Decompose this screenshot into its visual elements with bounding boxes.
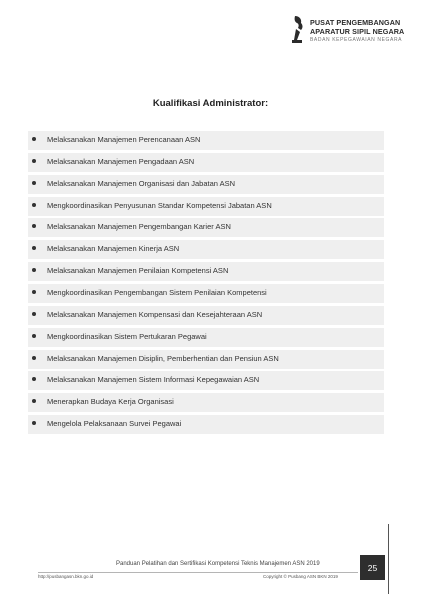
bullet-icon [32,203,36,207]
bullet-icon [32,421,36,425]
list-item [28,262,384,281]
list-item-text: Melaksanakan Manajemen Pengadaan ASN [47,156,195,166]
list-item-text: Melaksanakan Manajemen Disiplin, Pemberhentian dan Pensiun ASN [47,353,279,363]
list-item [28,328,384,347]
bullet-icon [32,399,36,403]
list-item [28,393,384,412]
list-item-text: Melaksanakan Manajemen Kompensasi dan Kesejahteraan ASN [47,309,263,319]
page-number: 25 [360,555,385,580]
bullet-icon [32,312,36,316]
footer-url-link[interactable]: http://pusbangasn.bkn.go.id [38,574,94,579]
bullet-icon [32,290,36,294]
header-logo [290,12,412,52]
list-item-text: Mengkoordinasikan Pengembangan Sistem Penilaian Kompetensi [47,288,267,298]
list-item-text: Melaksanakan Manajemen Sistem Informasi Kepegawaian ASN [47,375,260,385]
list-item [28,350,384,369]
logo-line-2: APARATUR SIPIL NEGARA [310,27,405,36]
list-item-text: Menerapkan Budaya Kerja Organisasi [47,397,174,407]
emblem-icon [290,14,306,44]
bullet-icon [32,356,36,360]
page-title: Kualifikasi Administrator: [152,98,269,109]
list-item-text: Mengelola Pelaksanaan Survei Pegawai [47,419,182,429]
footer-copyright: Copyright © Pusbang ASN BKN 2019 [263,574,338,579]
footer-rule [38,572,358,573]
list-item-text: Mengkoordinasikan Penyusunan Standar Kompetensi Jabatan ASN [47,200,272,210]
bullet-icon [32,268,36,272]
list-item [28,175,384,194]
list-item-text: Melaksanakan Manajemen Penilaian Kompetensi ASN [47,266,229,276]
list-item [28,240,384,259]
bullet-icon [32,159,36,163]
list-item-text: Melaksanakan Manajemen Organisasi dan Jabatan ASN [47,178,236,188]
list-item [28,197,384,216]
bullet-icon [32,181,36,185]
list-item-text: Mengkoordinasikan Sistem Pertukaran Pegawai [47,331,207,341]
list-item [28,415,384,434]
bullet-icon [32,137,36,141]
footer-divider-vertical [388,524,389,594]
bullet-icon [32,334,36,338]
qualification-list [28,131,384,437]
list-item [28,153,384,172]
logo-line-1: PUSAT PENGEMBANGAN [310,18,401,27]
logo-line-3: BADAN KEPEGAWAIAN NEGARA [310,37,403,43]
list-item [28,131,384,150]
list-item-text: Melaksanakan Manajemen Perencanaan ASN [47,135,201,144]
list-item-text: Melaksanakan Manajemen Kinerja ASN [47,244,180,254]
bullet-icon [32,224,36,228]
list-item [28,284,384,303]
footer-title: Panduan Pelatihan dan Sertifikasi Kompetensi Teknis Manajemen ASN 2019 [116,561,320,567]
list-item [28,218,384,237]
bullet-icon [32,377,36,381]
bullet-icon [32,246,36,250]
list-item-text: Melaksanakan Manajemen Pengembangan Karier ASN [47,222,231,232]
list-item [28,371,384,390]
list-item [28,306,384,325]
